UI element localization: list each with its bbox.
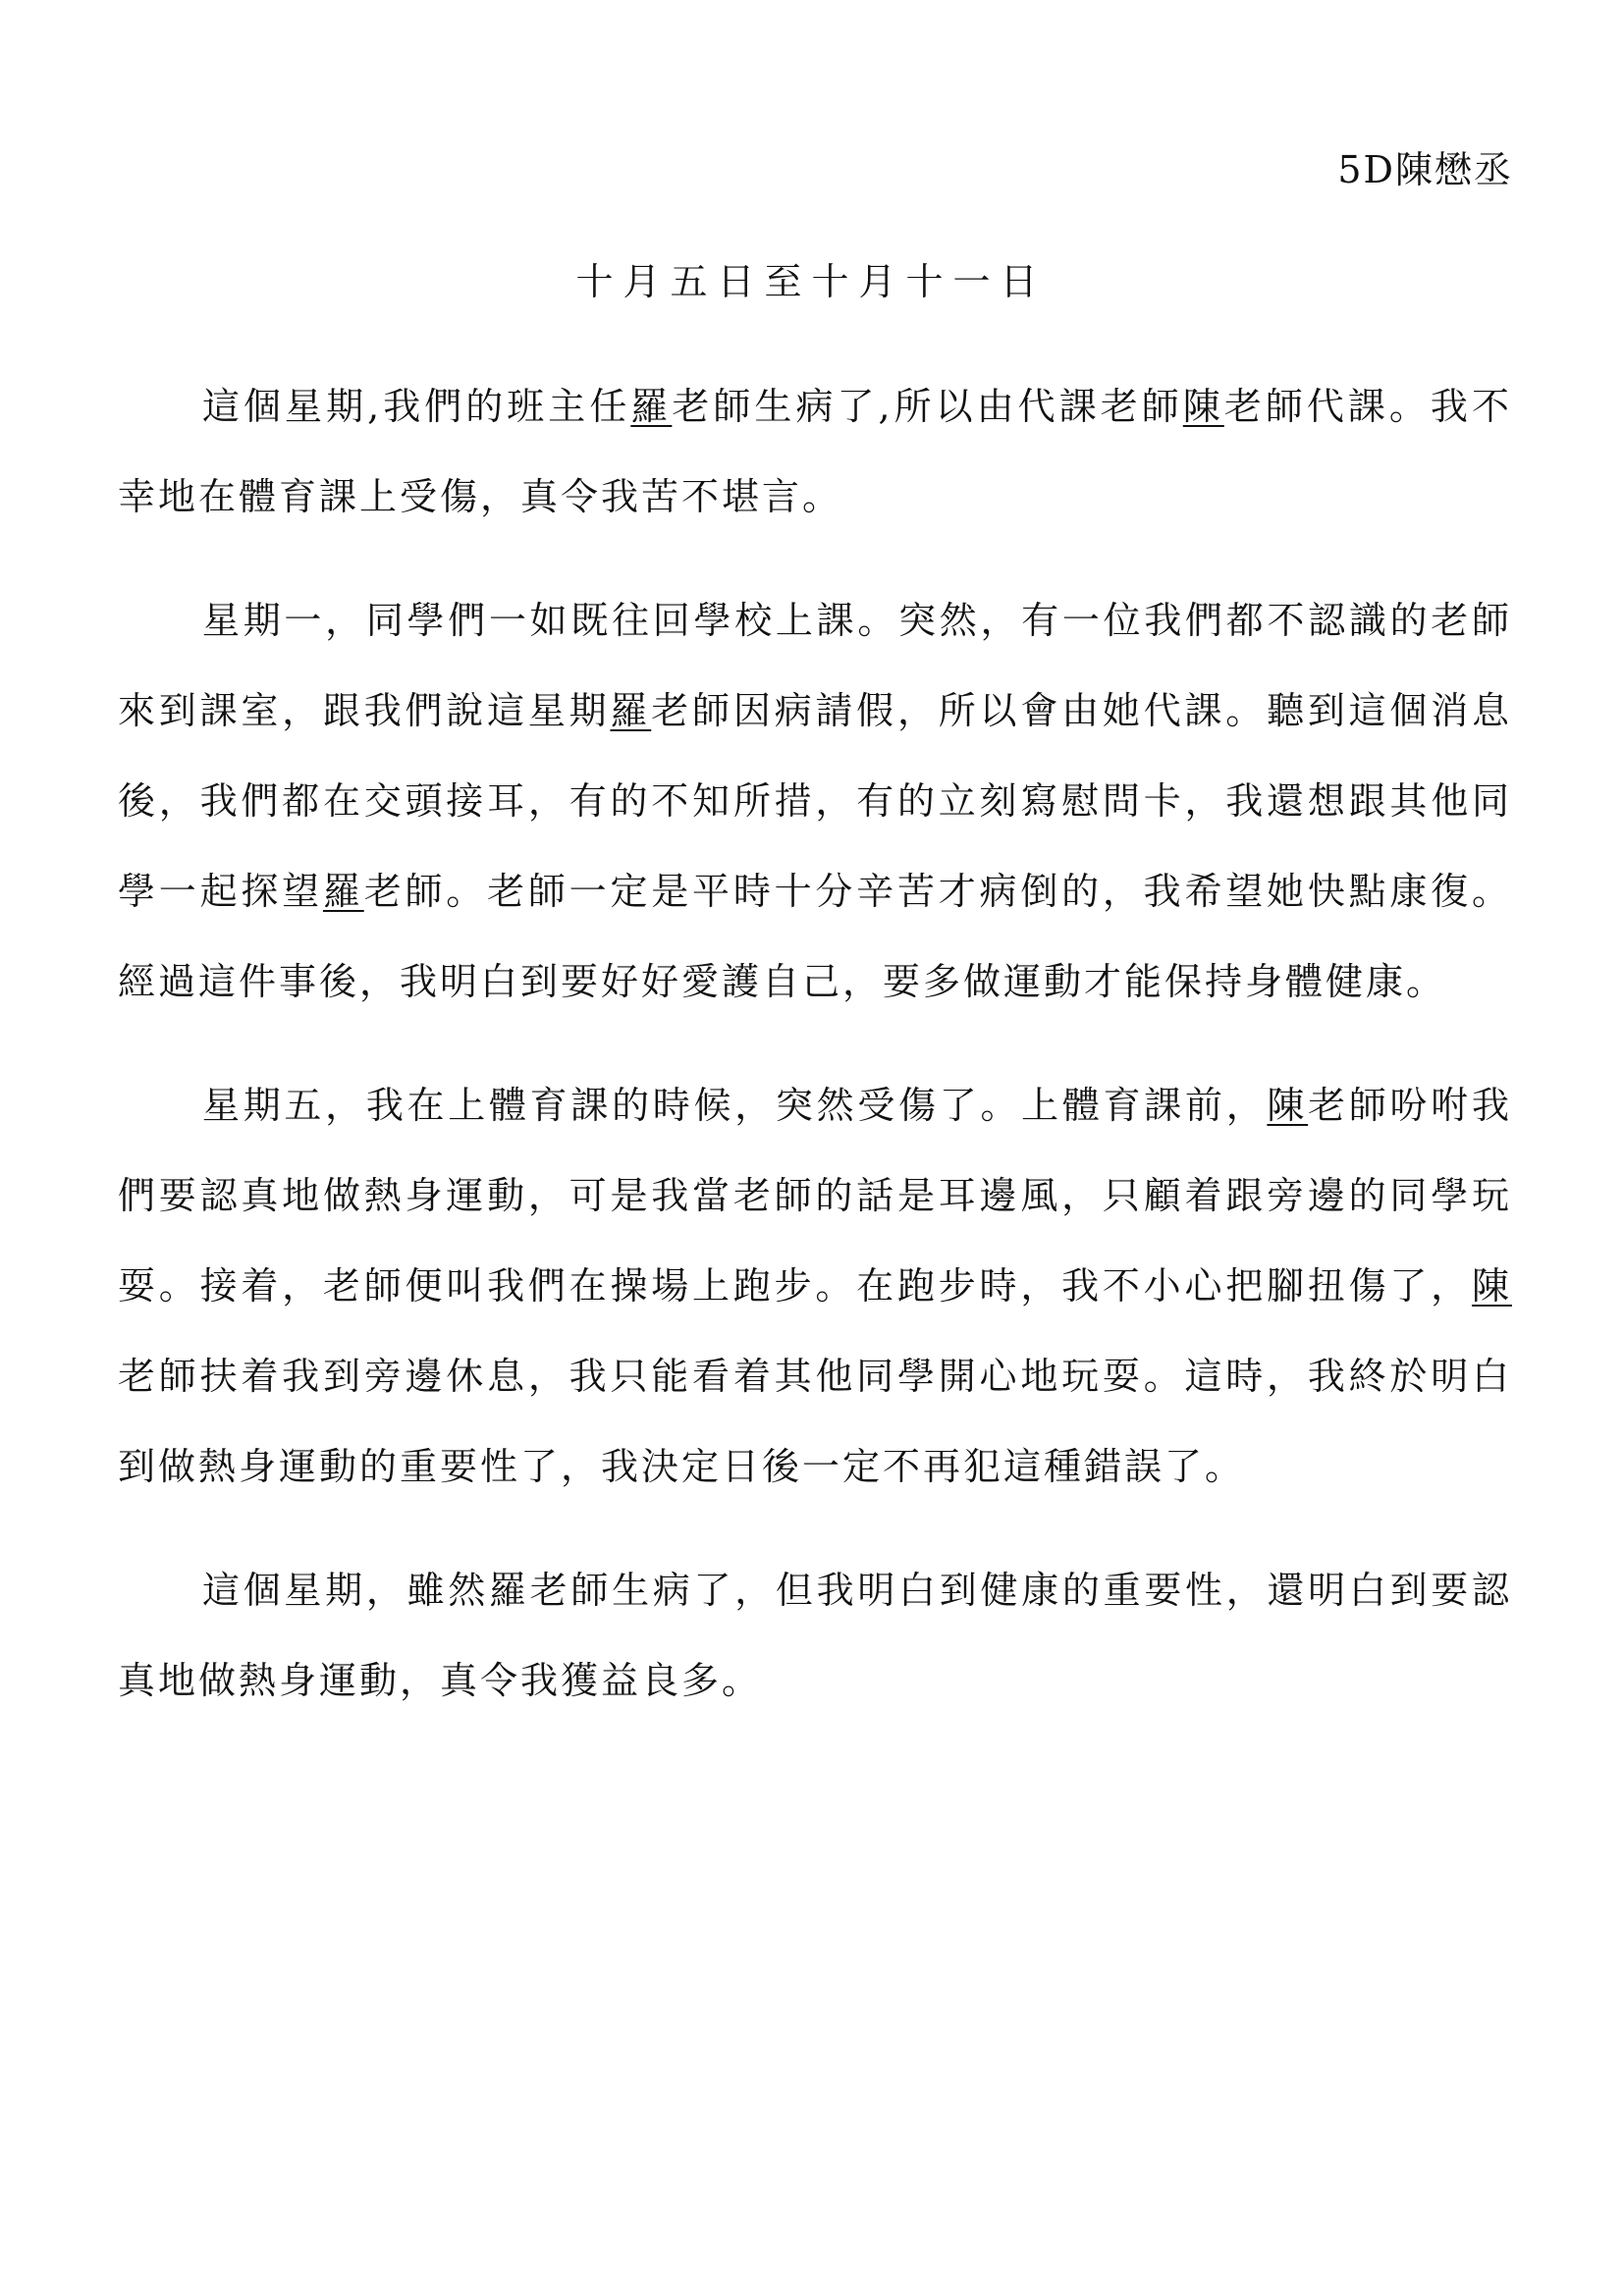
author-line: 5D陳懋丞	[1337, 148, 1513, 191]
text-segment: 星期一，同學們一如既往回學校上課。突然，有一位我們都不認識的老師來到課室，跟我們說這星期	[118, 599, 1512, 732]
underlined-name: 羅	[610, 689, 652, 732]
document-body	[118, 361, 1512, 1726]
paragraph-3	[118, 1060, 1512, 1512]
underlined-name: 羅	[322, 870, 364, 913]
paragraph-1	[118, 361, 1512, 542]
text-segment: 這個星期,我們的班主任	[202, 385, 631, 428]
text-segment: 老師扶着我到旁邊休息，我只能看着其他同學開心地玩耍。這時，我終於明白到做熱身運動的重要性了，我決定日後一定不再犯這種錯誤了。	[118, 1355, 1512, 1488]
text-segment: 老師生病了,所以由代課老師	[672, 385, 1183, 428]
text-segment: 老師代課。我不幸地在體育課上受傷，真令我苦不堪言。	[118, 385, 1512, 518]
text-segment: 老師吩咐我們要認真地做熱身運動，可是我當老師的話是耳邊風，只顧着跟旁邊的同學玩耍。接着，老師便叫我們在操場上跑步。在跑步時，我不小心把腳扭傷了，	[118, 1084, 1512, 1308]
document-title: 十月五日至十月十一日	[575, 260, 1048, 303]
text-segment: 老師。老師一定是平時十分辛苦才病倒的，我希望她快點康復。經過這件事後，我明白到要好好愛護自己，要多做運動才能保持身體健康。	[118, 870, 1512, 1003]
paragraph-2	[118, 575, 1512, 1027]
underlined-name: 羅	[630, 385, 673, 428]
underlined-name: 陳	[1267, 1084, 1309, 1127]
text-segment: 這個星期，雖然羅老師生病了，但我明白到健康的重要性，還明白到要認真地做熱身運動，真令我獲益良多。	[118, 1569, 1512, 1702]
text-segment: 老師因病請假，所以會由她代課。聽到這個消息後，我們都在交頭接耳，有的不知所措，有的立刻寫慰問卡，我還想跟其他同學一起探望	[118, 689, 1512, 913]
text-segment: 星期五，我在上體育課的時候，突然受傷了。上體育課前，	[202, 1084, 1268, 1127]
underlined-name: 陳	[1471, 1264, 1512, 1308]
paragraph-4	[118, 1545, 1512, 1726]
underlined-name: 陳	[1182, 385, 1224, 428]
